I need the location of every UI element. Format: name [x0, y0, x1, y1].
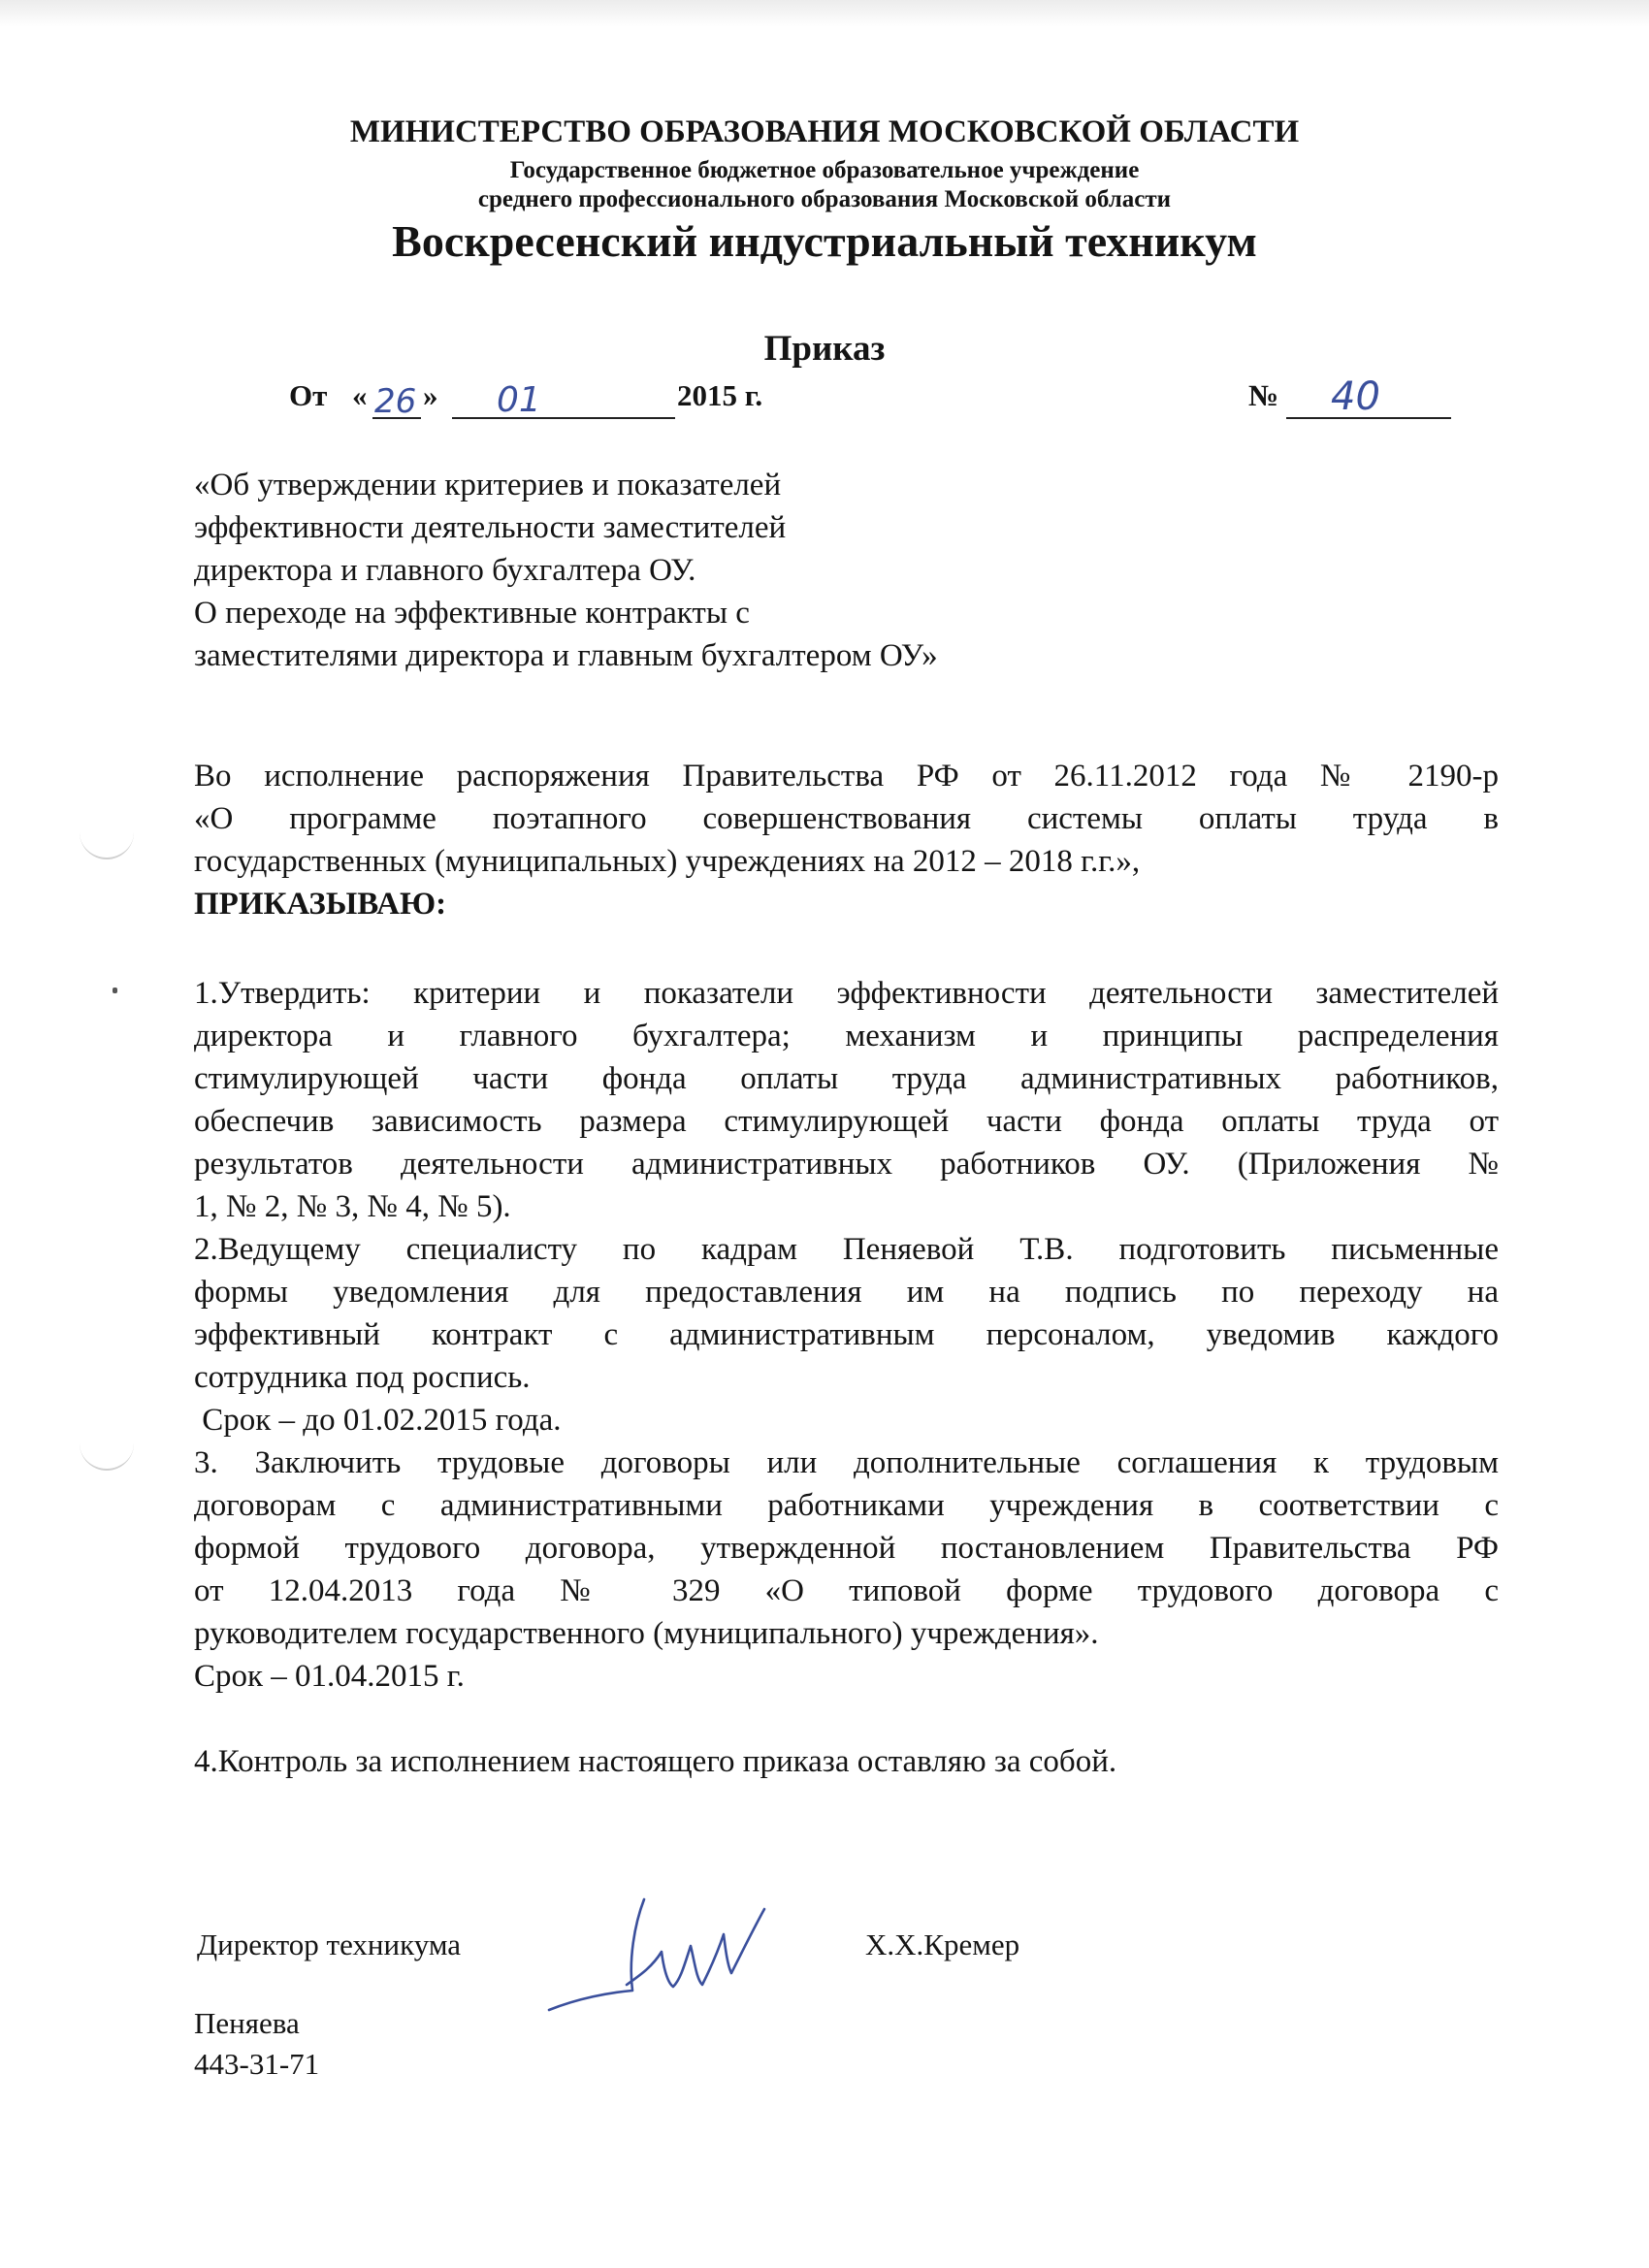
executor-name: Пеняева: [194, 2006, 300, 2040]
scan-edge-shadow: [0, 0, 1649, 27]
item-2-line: 2.Ведущему специалисту по кадрам Пеняевой Т.В. подготовить письменные: [194, 1232, 1499, 1267]
signatory-position: Директор техникума: [197, 1928, 461, 1961]
item-1-line: 1, № 2, № 3, № 4, № 5).: [194, 1189, 511, 1224]
item-1-line: стимулирующей части фонда оплаты труда административных работников,: [194, 1061, 1499, 1096]
preamble-line: Во исполнение распоряжения Правительства РФ от 26.11.2012 года № 2190-р: [194, 759, 1499, 794]
item-1: [194, 972, 1499, 1185]
item-3-line: договорам с административными работниками учреждения в соответствии с: [194, 1488, 1499, 1523]
item-3-end: [194, 1612, 1499, 1698]
executor-phone: 443-31-71: [194, 2047, 320, 2081]
item-1-end: [194, 1185, 1499, 1228]
item-2-deadline: Срок – до 01.02.2015 года.: [194, 1403, 562, 1438]
ministry-title: МИНИСТЕРСТВО ОБРАЗОВАНИЯ МОСКОВСКОЙ ОБЛАСТИ: [349, 114, 1300, 149]
item-4: [194, 1740, 1499, 1783]
preamble-line: государственных (муниципальных) учреждениях на 2012 – 2018 г.г.»,: [194, 844, 1141, 879]
item-4-line: 4.Контроль за исполнением настоящего приказа оставляю за собой.: [194, 1744, 1117, 1779]
item-2-end: [194, 1356, 1499, 1442]
subject-line: директора и главного бухгалтера ОУ.: [194, 553, 696, 588]
item-1-line: результатов деятельности административных работников ОУ. (Приложения №: [194, 1147, 1499, 1182]
item-3-line: формой трудового договора, утвержденной постановлением Правительства РФ: [194, 1531, 1499, 1566]
handwritten-day: 26: [374, 382, 417, 421]
signatory-name: Х.Х.Кремер: [865, 1928, 1020, 1961]
handwritten-month: 01: [497, 380, 541, 420]
item-1-line: 1.Утвердить: критерии и показатели эффективности деятельности заместителей: [194, 976, 1499, 1011]
order-subject: [194, 464, 938, 677]
item-1-line: директора и главного бухгалтера; механизм и принципы распределения: [194, 1019, 1499, 1053]
subject-line: эффективности деятельности заместителей: [194, 510, 787, 545]
item-3-line: руководителем государственного (муниципального) учреждения».: [194, 1616, 1099, 1651]
date-prefix: От: [289, 378, 328, 412]
number-label: №: [1248, 378, 1279, 412]
scan-speck: [113, 988, 117, 993]
subject-line: «Об утверждении критериев и показателей: [194, 468, 782, 502]
handwritten-signature: [539, 1892, 772, 2027]
subject-line: заместителями директора и главным бухгалтером ОУ»: [194, 638, 938, 673]
command-word: ПРИКАЗЫВАЮ:: [194, 887, 447, 922]
subject-line: О переходе на эффективные контракты с: [194, 596, 750, 631]
item-2-line: формы уведомления для предоставления им на подпись по переходу на: [194, 1275, 1499, 1310]
item-3: [194, 1442, 1499, 1612]
preamble: [194, 755, 1499, 840]
item-3-line: 3. Заключить трудовые договоры или дополнительные соглашения к трудовым: [194, 1445, 1499, 1480]
item-3-line: от 12.04.2013 года № 329 «О типовой форме трудового договора с: [194, 1573, 1499, 1608]
item-3-deadline: Срок – 01.04.2015 г.: [194, 1659, 465, 1694]
year-text: 2015 г.: [677, 378, 763, 412]
punch-hole-mark: [80, 832, 134, 859]
institution-name: Воскресенский индустриальный техникум: [392, 216, 1257, 266]
item-2: [194, 1228, 1499, 1356]
order-title: Приказ: [763, 329, 886, 369]
item-1-line: обеспечив зависимость размера стимулирующей части фонда оплаты труда от: [194, 1104, 1499, 1139]
punch-hole-mark: [80, 1443, 134, 1471]
handwritten-number: 40: [1331, 374, 1380, 419]
institution-type-line: Государственное бюджетное образовательное учреждение: [509, 157, 1140, 183]
institution-type-line-2: среднего профессионального образования Московской области: [477, 186, 1172, 212]
quote-close: »: [423, 378, 438, 412]
month-underline: [452, 417, 675, 419]
preamble-end: [194, 840, 1499, 925]
item-2-line: сотрудника под роспись.: [194, 1360, 531, 1395]
quote-open: «: [352, 378, 368, 412]
preamble-line: «О программе поэтапного совершенствования системы оплаты труда в: [194, 801, 1499, 836]
item-2-line: эффективный контракт с административным персоналом, уведомив каждого: [194, 1317, 1499, 1352]
